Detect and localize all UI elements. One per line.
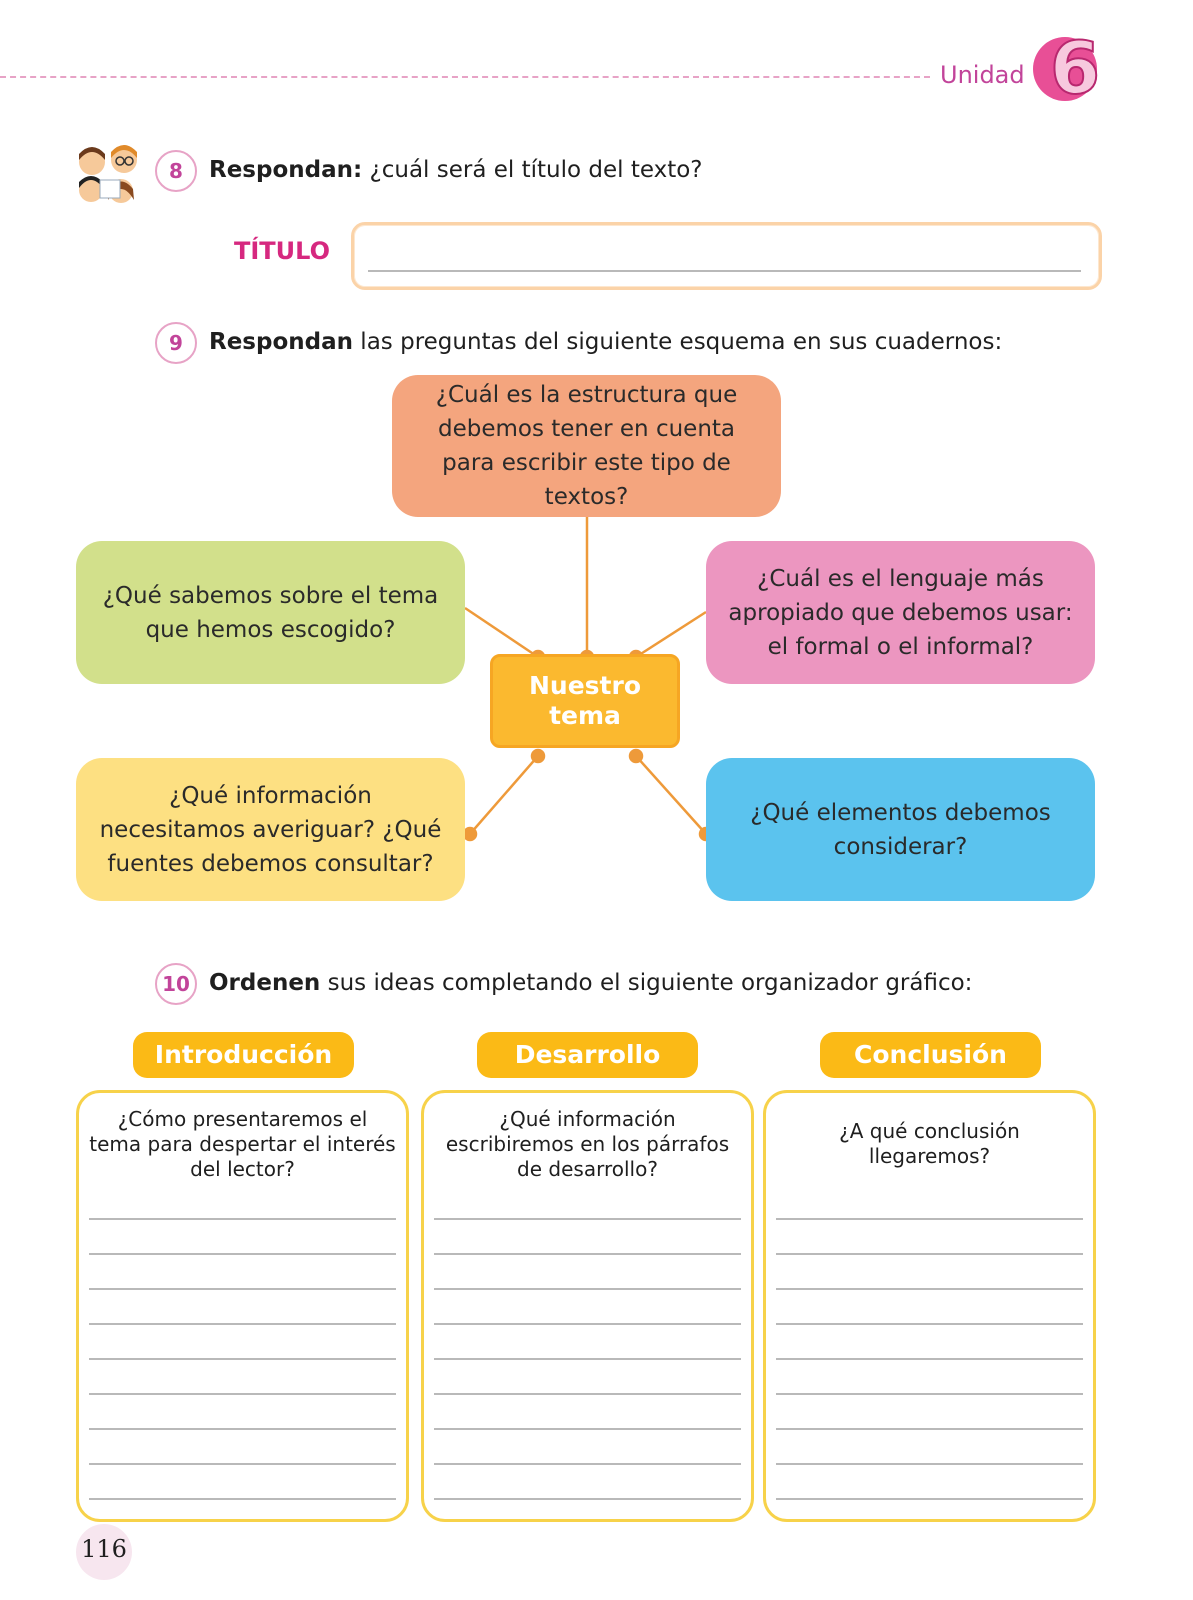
writing-line: [434, 1498, 741, 1500]
writing-line: [89, 1463, 396, 1465]
writing-line: [89, 1323, 396, 1325]
bubble-elements-question: ¿Qué elementos debemos considerar?: [706, 758, 1095, 901]
center-topic-line1: Nuestro: [528, 671, 641, 700]
panel-desarrollo[interactable]: [421, 1090, 754, 1522]
writing-line: [89, 1393, 396, 1395]
question-9-verb: Respondan: [209, 329, 353, 355]
tab-desarrollo: Desarrollo: [477, 1032, 698, 1078]
question-8-verb: Respondan:: [209, 157, 363, 183]
panel-introduccion-question: ¿Cómo presentaremos el tema para despertar el interés del lector?: [89, 1107, 396, 1181]
writing-line: [89, 1428, 396, 1430]
writing-line: [434, 1393, 741, 1395]
tab-introduccion: Introducción: [133, 1032, 354, 1078]
center-topic-line2: tema: [549, 701, 621, 730]
question-number-8: 8: [155, 150, 197, 192]
bubble-language-question: ¿Cuál es el lenguaje más apropiado que debemos usar: el formal o el informal?: [706, 541, 1095, 684]
titulo-label: TÍTULO: [234, 237, 330, 265]
question-8-prompt: ¿cuál será el título del texto?: [362, 157, 703, 183]
panel-conclusion[interactable]: [763, 1090, 1096, 1522]
writing-line: [776, 1323, 1083, 1325]
writing-line: [776, 1428, 1083, 1430]
writing-line: [434, 1428, 741, 1430]
writing-line: [434, 1288, 741, 1290]
question-10-text: [209, 970, 972, 996]
writing-line: [776, 1393, 1083, 1395]
writing-line: [89, 1218, 396, 1220]
panel-introduccion[interactable]: [76, 1090, 409, 1522]
writing-line: [434, 1218, 741, 1220]
writing-line: [776, 1463, 1083, 1465]
question-10-verb: Ordenen: [209, 970, 321, 996]
writing-line: [434, 1358, 741, 1360]
writing-line: [776, 1498, 1083, 1500]
center-topic-box: [490, 654, 680, 748]
connector-right-bottom: [636, 756, 706, 834]
unit-label: Unidad: [940, 61, 1025, 89]
question-number-9: 9: [155, 322, 197, 364]
panel-conclusion-question: ¿A qué conclusión llegaremos?: [839, 1119, 1020, 1168]
panel-desarrollo-question: ¿Qué información escribiremos en los párrafos de desarrollo?: [445, 1107, 730, 1181]
unit-number: 6: [1049, 26, 1101, 110]
connector-left-bottom: [470, 756, 538, 834]
bubble-structure-question: ¿Cuál es la estructura que debemos tener en cuenta para escribir este tipo de textos?: [392, 375, 781, 517]
question-9-prompt: las preguntas del siguiente esquema en sus cuadernos:: [353, 329, 1003, 355]
connector-right-top: [636, 612, 706, 657]
writing-line: [434, 1253, 741, 1255]
writing-line: [89, 1253, 396, 1255]
question-10-prompt: sus ideas completando el siguiente organizador gráfico:: [320, 970, 973, 996]
writing-line: [89, 1358, 396, 1360]
writing-line: [89, 1498, 396, 1500]
writing-line: [776, 1218, 1083, 1220]
writing-line: [776, 1358, 1083, 1360]
page-number: 116: [81, 1535, 127, 1563]
connector-left-top: [465, 608, 538, 657]
writing-line: [434, 1463, 741, 1465]
writing-line: [776, 1253, 1083, 1255]
bubble-information-question: ¿Qué información necesitamos averiguar? ¿Qué fuentes debemos consultar?: [76, 758, 465, 901]
writing-line: [776, 1288, 1083, 1290]
tab-conclusion: Conclusión: [820, 1032, 1041, 1078]
writing-line: [89, 1288, 396, 1290]
question-number-10: 10: [155, 963, 197, 1005]
bubble-topic-knowledge-question: ¿Qué sabemos sobre el tema que hemos escogido?: [76, 541, 465, 684]
writing-line: [434, 1323, 741, 1325]
